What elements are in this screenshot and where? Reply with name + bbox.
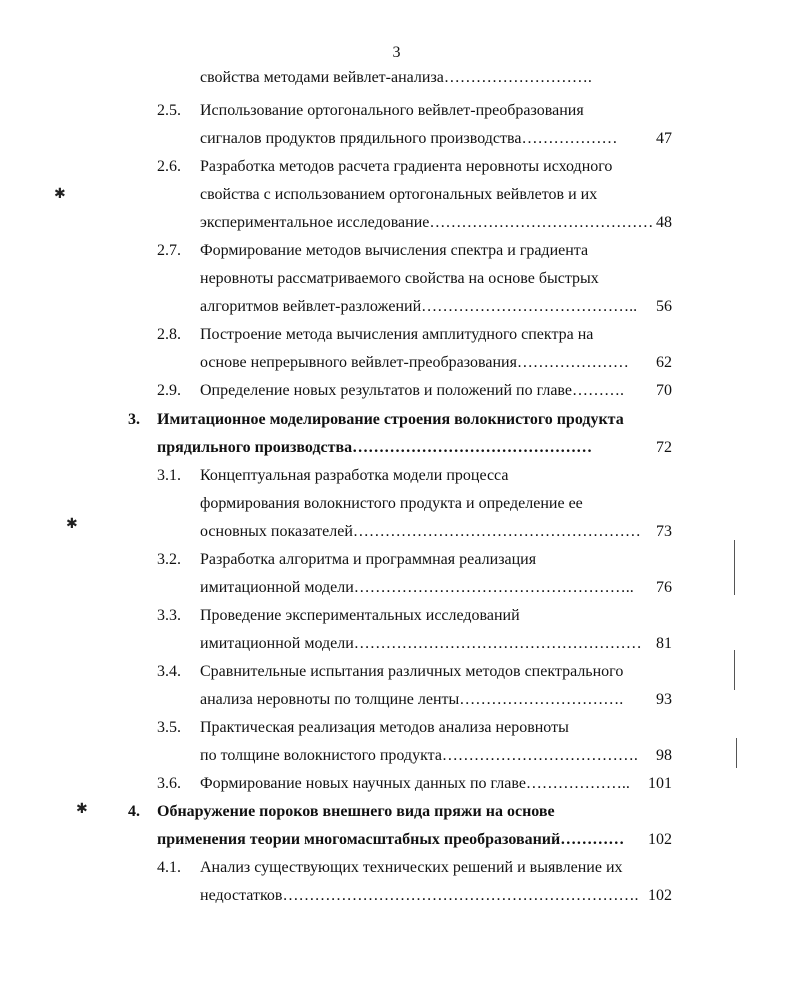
toc-entry-title: алгоритмов вейвлет-разложений………………………………….. <box>200 298 638 315</box>
toc-entry-continuation: свойства методами вейвлет-анализа………………………. <box>200 69 592 86</box>
toc-entry-title: Практическая реализация методов анализа неровноты <box>200 719 569 736</box>
toc-entry-title: Использование ортогонального вейвлет-преобразования <box>200 102 584 119</box>
toc-entry-title: сигналов продуктов прядильного производства……………… <box>200 130 618 147</box>
toc-page-number: 72 <box>656 439 672 456</box>
toc-number: 3.1. <box>157 467 181 484</box>
toc-chapter-title: прядильного производства……………………………………… <box>157 439 593 456</box>
toc-page-number: 102 <box>648 887 672 904</box>
toc-number: 2.9. <box>157 382 181 399</box>
toc-page-number: 81 <box>656 635 672 652</box>
toc-chapter-title: Обнаружение пороков внешнего вида пряжи на основе <box>157 803 555 820</box>
scan-line <box>736 738 737 768</box>
toc-chapter-number: 4. <box>128 803 140 820</box>
toc-entry-title: Сравнительные испытания различных методов спектрального <box>200 663 624 680</box>
toc-entry-title: свойства с использованием ортогональных вейвлетов и их <box>200 186 598 203</box>
toc-chapter-number: 3. <box>128 411 140 428</box>
toc-page-number: 76 <box>656 579 672 596</box>
toc-page-number: 48 <box>656 214 672 231</box>
toc-number: 2.6. <box>157 158 181 175</box>
scan-mark: ✱ <box>66 517 78 532</box>
toc-entry-title: неровноты рассматриваемого свойства на основе быстрых <box>200 270 599 287</box>
toc-entry-title: Разработка алгоритма и программная реализация <box>200 551 537 568</box>
toc-number: 4.1. <box>157 859 181 876</box>
toc-entry-title: Проведение экспериментальных исследований <box>200 607 520 624</box>
toc-page-number: 47 <box>656 130 672 147</box>
toc-entry-title: экспериментальное исследование…………………………………… <box>200 214 654 231</box>
toc-entry-title: Построение метода вычисления амплитудного спектра на <box>200 326 594 343</box>
toc-entry-title: недостатков…………………………………………………………. <box>200 887 639 904</box>
toc-number: 3.4. <box>157 663 181 680</box>
page-number: 3 <box>392 44 401 61</box>
toc-entry-title: Определение новых результатов и положений по главе………. <box>200 382 624 399</box>
toc-chapter-title: применения теории многомасштабных преобразований………… <box>157 831 625 848</box>
toc-number: 3.2. <box>157 551 181 568</box>
toc-page-number: 73 <box>656 523 672 540</box>
toc-entry-title: имитационной модели……………………………………………… <box>200 635 642 652</box>
scan-line <box>734 540 735 595</box>
toc-entry-title: Разработка методов расчета градиента неровноты исходного <box>200 158 613 175</box>
toc-page-number: 62 <box>656 354 672 371</box>
toc-number: 3.5. <box>157 719 181 736</box>
toc-entry-title: Формирование методов вычисления спектра и градиента <box>200 242 589 259</box>
toc-entry-title: основных показателей……………………………………………… <box>200 523 641 540</box>
toc-page-number: 56 <box>656 298 672 315</box>
toc-page-number: 102 <box>648 831 672 848</box>
toc-number: 2.8. <box>157 326 181 343</box>
toc-entry-title: Концептуальная разработка модели процесса <box>200 467 509 484</box>
toc-entry-title: формирования волокнистого продукта и определение ее <box>200 495 583 512</box>
toc-chapter-title: Имитационное моделирование строения волокнистого продукта <box>157 411 624 428</box>
toc-number: 3.6. <box>157 775 181 792</box>
toc-page-number: 101 <box>648 775 672 792</box>
toc-number: 2.5. <box>157 102 181 119</box>
scan-line <box>734 650 735 690</box>
toc-entry-title: по толщине волокнистого продукта………………………………. <box>200 747 638 764</box>
toc-page-number: 70 <box>656 382 672 399</box>
toc-entry-title: анализа неровноты по толщине ленты…………………………. <box>200 691 624 708</box>
toc-page-number: 93 <box>656 691 672 708</box>
scan-mark: ✱ <box>54 187 66 202</box>
toc-number: 3.3. <box>157 607 181 624</box>
toc-entry-title: основе непрерывного вейвлет-преобразования………………… <box>200 354 629 371</box>
toc-page-number: 98 <box>656 747 672 764</box>
toc-entry-title: Анализ существующих технических решений и выявление их <box>200 859 623 876</box>
toc-number: 2.7. <box>157 242 181 259</box>
toc-entry-title: Формирование новых научных данных по главе……………….. <box>200 775 630 792</box>
toc-entry-title: имитационной модели…………………………………………….. <box>200 579 634 596</box>
scan-mark: ✱ <box>76 802 88 817</box>
